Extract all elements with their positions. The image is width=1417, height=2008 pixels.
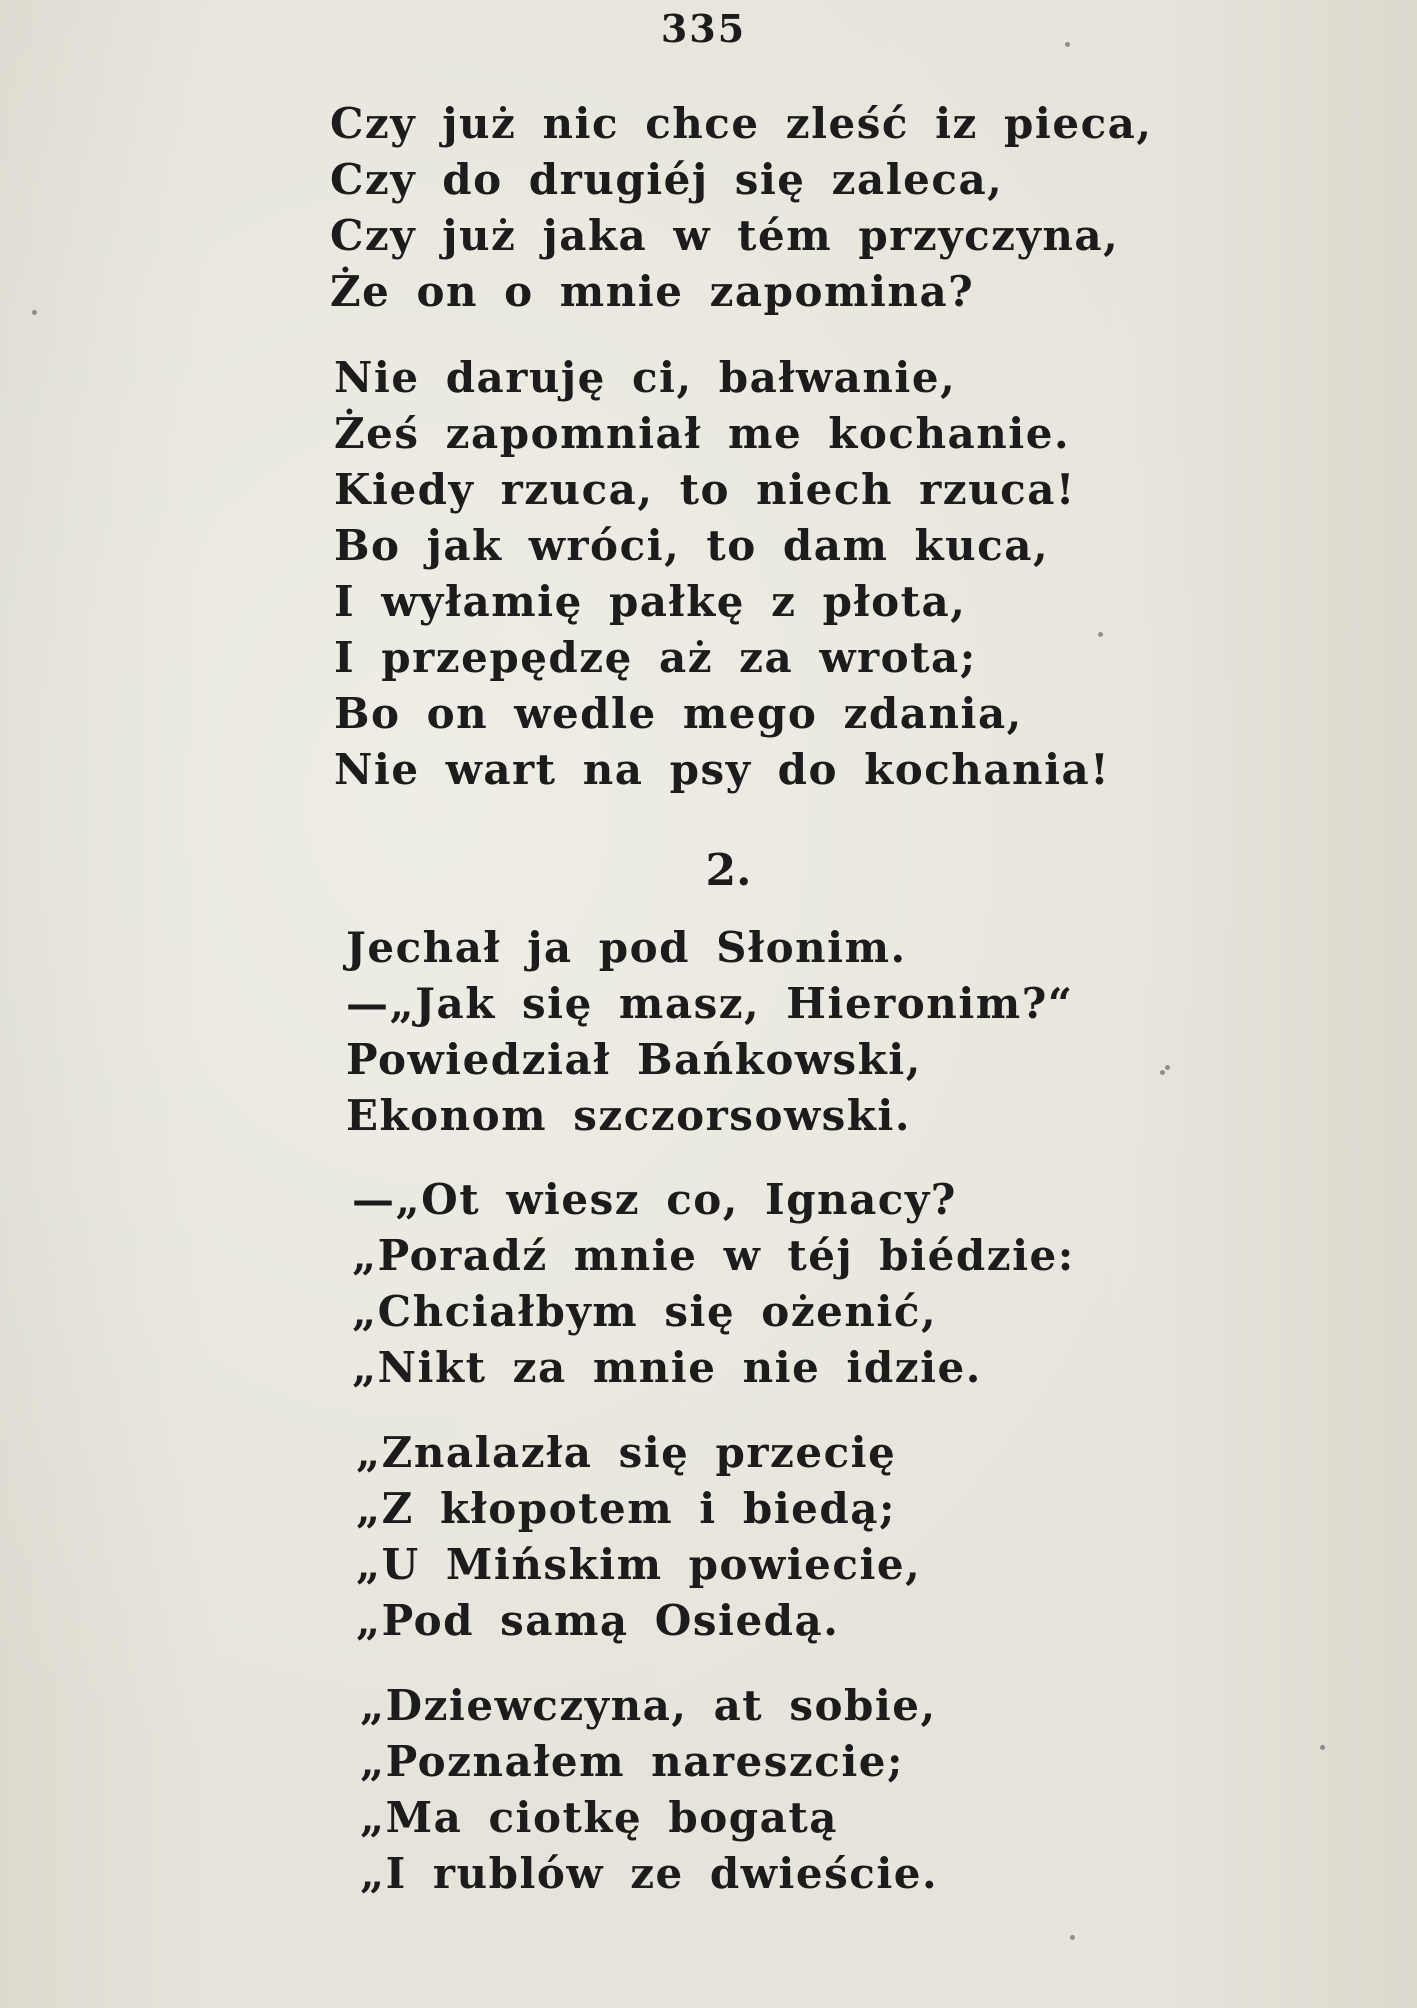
stanza-2 [334,350,1110,798]
verse-line: „Znalazła się przecię [356,1428,897,1477]
verse-line: Czy już nic chce zleść iz pieca, [330,99,1153,148]
verse-line: „Ma ciotkę bogatą [360,1793,838,1842]
verse-line: Bo jak wróci, to dam kuca, [334,521,1050,570]
verse-line: —„Ot wiesz co, Ignacy? [352,1175,957,1224]
paper-speck [1098,632,1103,637]
verse-line: „Poznałem nareszcie; [360,1737,905,1786]
paper-speck [1070,1935,1075,1940]
stanza-1 [330,96,1152,320]
verse-line: „Z kłopotem i biedą; [356,1484,896,1533]
verse-line: „Poradź mnie w téj biédzie: [352,1231,1075,1280]
verse-line: „U Mińskim powiecie, [356,1540,922,1589]
verse-line: „Dziewczyna, at sobie, [360,1681,937,1730]
verse-line: I przepędzę aż za wrota; [334,633,977,682]
verse-line: „Pod samą Osiedą. [356,1596,840,1645]
paper-speck [1320,1745,1325,1750]
verse-line: I wyłamię pałkę z płota, [334,577,967,626]
verse-line: Ekonom szczorsowski. [346,1091,911,1140]
paper-speck [32,310,37,315]
verse-line: Czy do drugiéj się zaleca, [330,155,1004,204]
paper-speck [1160,1070,1165,1075]
verse-line: „I rublów ze dwieście. [360,1849,939,1898]
verse-line: Czy już jaka w tém przyczyna, [330,211,1120,260]
verse-line: Jechał ja pod Słonim. [346,923,907,972]
section-number: 2. [705,845,752,896]
verse-line: Nie daruję ci, bałwanie, [334,353,957,402]
verse-line: „Nikt za mnie nie idzie. [352,1343,982,1392]
stanza-4 [352,1172,1075,1396]
stanza-5 [356,1425,921,1649]
verse-line: Nie wart na psy do kochania! [334,745,1111,794]
stanza-6 [360,1678,938,1902]
verse-line: —„Jak się masz, Hieronim?“ [346,979,1074,1028]
page-number: 335 [660,6,747,51]
verse-line: Powiedział Bańkowski, [346,1035,922,1084]
paper-speck [1165,1065,1170,1070]
verse-line: „Chciałbym się ożenić, [352,1287,938,1336]
stanza-3 [346,920,1074,1144]
verse-line: Bo on wedle mego zdania, [334,689,1023,738]
paper-speck [1065,42,1070,47]
verse-line: Kiedy rzuca, to niech rzuca! [334,465,1076,514]
verse-line: Żeś zapomniał me kochanie. [334,409,1071,458]
verse-line: Że on o mnie zapomina? [330,267,975,316]
